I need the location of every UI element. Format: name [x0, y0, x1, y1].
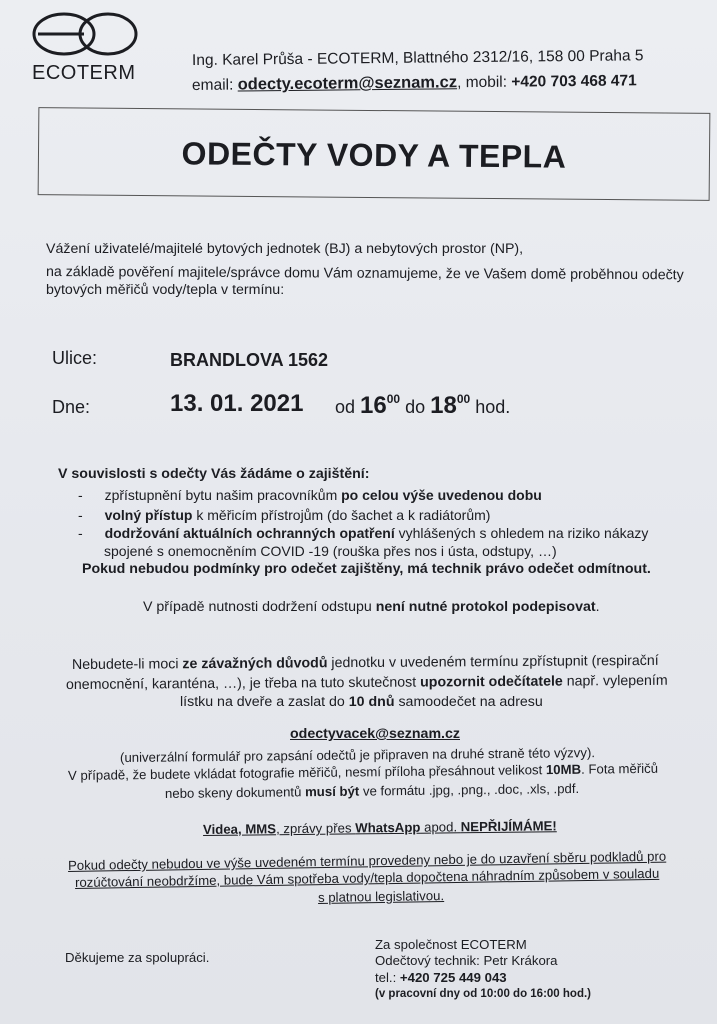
requirements-warning: Pokud nebudou podmínky pro odečet zajištěny, má technik právo odečet odmítnout.: [82, 561, 651, 577]
thanks-note: Děkujeme za spolupráci.: [65, 950, 210, 965]
bullet-dash-icon: -: [78, 507, 83, 523]
time-unit: hod.: [475, 397, 511, 417]
late-line-1: Pokud odečty nebudou ve výše uvedeném termínu provedeny nebo je do uzavření sběru podkladů pro: [67, 848, 667, 873]
street-label: Ulice:: [52, 348, 98, 368]
contact-line: [192, 71, 637, 95]
late-line-3: s platnou legislativou.: [317, 888, 445, 905]
requirements-heading: V souvislosti s odečty Vás žádáme o zajištění:: [58, 466, 370, 482]
bullet-dash-icon: -: [78, 487, 83, 503]
company-mobile: +420 703 468 471: [511, 72, 637, 91]
distance-note: V případě nutnosti dodržení odstupu není nutné protokol podepisovat.: [143, 599, 600, 615]
requirement-item-access: - zpřístupnění bytu našim pracovníkům po celou výše uvedenou dobu: [78, 487, 542, 503]
to-word: do: [405, 397, 426, 417]
signature-technician: Odečtový technik: Petr Krákora: [375, 953, 558, 968]
email-label: email:: [191, 76, 234, 94]
form-line-1: (univerzální formulář pro zapsání odečtů je připraven na druhé straně této výzvy).: [119, 745, 596, 765]
logo-text: ECOTERM: [32, 62, 136, 84]
time-range: [335, 392, 510, 420]
ecoterm-logo: [28, 10, 146, 88]
page-title: ODEČTY VODY A TEPLA: [181, 135, 567, 175]
title-box: [38, 107, 711, 201]
requirement-item-free-access: - volný přístup k měřicím přístrojům (do šachet a k radiátorům): [78, 507, 491, 523]
mobile-label: , mobil:: [456, 73, 508, 92]
absent-line-2: onemocnění, karanténa, …), je třeba na tuto skutečnost upozornit odečítatele např. vylepením: [65, 672, 668, 693]
absent-line-3: lístku na dveře a zaslat do 10 dnů samoodečet na adresu: [180, 694, 543, 710]
readings-email-link[interactable]: odectyvacek@seznam.cz: [290, 726, 460, 742]
bullet-dash-icon: -: [78, 525, 83, 541]
date-value: 13. 01. 2021: [170, 390, 304, 417]
intro-line-1: Vážení uživatelé/majitelé bytových jednotek (BJ) a nebytových prostor (NP),: [46, 241, 524, 257]
late-line-2: rozúčtování neobdržíme, bude Vám spotřeba vody/tepla dopočtena náhradním způsobem v souladu: [74, 865, 660, 890]
absent-line-1: Nebudete-li moci ze závažných důvodů jednotku v uvedeném termínu zpřístupnit (respirační: [71, 652, 659, 673]
date-label: Dne:: [52, 397, 91, 417]
from-word: od: [335, 397, 356, 417]
intro-line-3: bytových měřičů vody/tepla v termínu:: [46, 282, 285, 298]
technician-phone-line: tel.: +420 725 449 043: [375, 970, 507, 985]
requirement-item-covid-cont: spojené s onemocněním COVID -19 (rouška přes nos i ústa, odstupy, …): [104, 543, 557, 559]
form-line-3: nebo skeny dokumentů musí být ve formátu .jpg, .png., .doc, .xls, .pdf.: [164, 780, 580, 801]
company-address: Ing. Karel Průša - ECOTERM, Blattného 2312/16, 158 00 Praha 5: [191, 47, 644, 69]
requirement-item-covid: - dodržování aktuálních ochranných opatření vyhlášených s ohledem na riziko nákazy: [78, 525, 649, 541]
signature-company: Za společnost ECOTERM: [375, 937, 527, 952]
street-value: BRANDLOVA 1562: [170, 350, 329, 370]
intro-line-2: na základě pověření majitele/správce domu Vám oznamujeme, že ve Vašem domě proběhnou odečty: [45, 264, 684, 284]
company-email-link[interactable]: odecty.ecoterm@seznam.cz: [237, 73, 458, 94]
from-minutes: 00: [386, 392, 401, 406]
working-hours: (v pracovní dny od 10:00 do 16:00 hod.): [375, 988, 591, 1000]
form-line-2: V případě, že budete vkládat fotografie měřičů, nesmí příloha přesáhnout velikost 10MB. Fota měřičů: [67, 760, 659, 783]
to-minutes: 00: [456, 392, 471, 406]
to-hour: 18: [430, 392, 457, 419]
refused-formats: Videa, MMS, zprávy přes WhatsApp apod. NEPŘIJÍMÁME!: [202, 818, 557, 837]
logo-circles-icon: [28, 10, 146, 62]
from-hour: 16: [360, 392, 387, 419]
technician-phone: +420 725 449 043: [399, 970, 507, 985]
